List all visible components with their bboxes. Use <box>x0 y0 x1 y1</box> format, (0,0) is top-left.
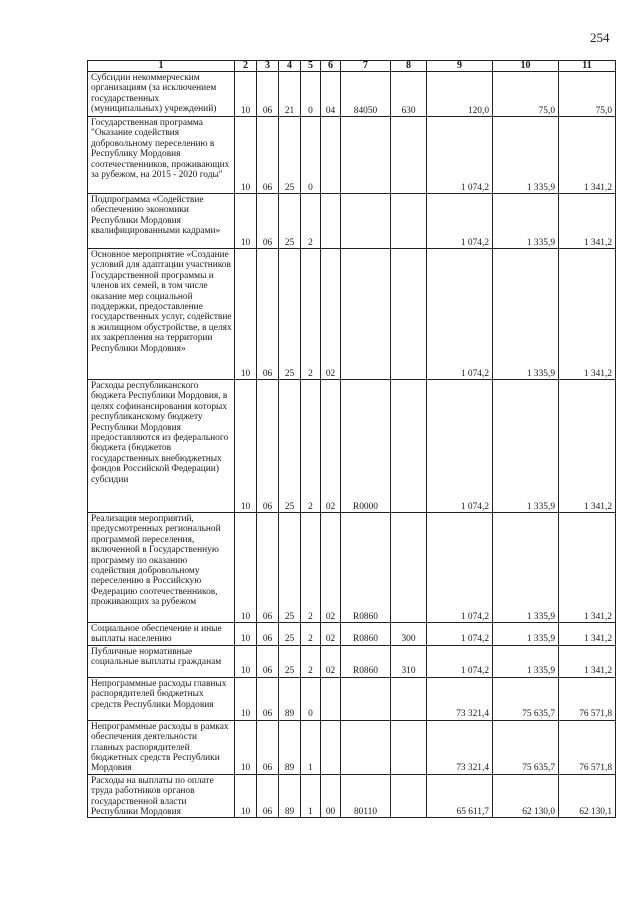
cell-code: 06 <box>257 380 279 513</box>
cell-code: 300 <box>391 623 427 646</box>
cell-code <box>321 117 341 194</box>
cell-code <box>391 380 427 513</box>
table-row <box>88 72 616 117</box>
cell-amount: 76 571,8 <box>559 720 616 774</box>
cell-amount: 73 321,4 <box>427 720 493 774</box>
cell-code: 02 <box>321 380 341 513</box>
row-name: Публичные нормативные социальные выплаты гражданам <box>88 645 235 677</box>
cell-code <box>391 720 427 774</box>
cell-amount: 1 074,2 <box>427 249 493 380</box>
cell-amount: 75,0 <box>559 72 616 117</box>
cell-code: 89 <box>279 720 301 774</box>
cell-amount: 1 335,9 <box>493 117 559 194</box>
cell-code <box>391 249 427 380</box>
cell-amount: 1 341,2 <box>559 194 616 249</box>
row-name: Подпрограмма «Содействие обеспечению экономики Республики Мордовия квалифицированными кадрами» <box>88 194 235 249</box>
cell-code: 02 <box>321 623 341 646</box>
cell-code: 0 <box>301 117 321 194</box>
col-header: 8 <box>391 61 427 72</box>
cell-amount: 62 130,1 <box>559 774 616 818</box>
cell-amount: 1 335,9 <box>493 380 559 513</box>
cell-amount: 1 335,9 <box>493 645 559 677</box>
row-name: Непрограммные расходы в рамках обеспечения деятельности главных распорядителей бюджетных средств Республики Мордовия <box>88 720 235 774</box>
cell-code: 2 <box>301 380 321 513</box>
cell-code: 10 <box>235 117 257 194</box>
cell-amount: 1 074,2 <box>427 513 493 623</box>
cell-code: R0000 <box>341 380 391 513</box>
cell-code: 10 <box>235 677 257 720</box>
cell-amount: 75 635,7 <box>493 720 559 774</box>
cell-code: 02 <box>321 513 341 623</box>
cell-code: 10 <box>235 513 257 623</box>
table-row <box>88 774 616 818</box>
table-row <box>88 645 616 677</box>
cell-code: 02 <box>321 645 341 677</box>
cell-code: 06 <box>257 645 279 677</box>
cell-code: 25 <box>279 645 301 677</box>
cell-code: 84050 <box>341 72 391 117</box>
cell-amount: 73 321,4 <box>427 677 493 720</box>
table-row <box>88 513 616 623</box>
cell-code: 02 <box>321 249 341 380</box>
cell-amount: 1 335,9 <box>493 513 559 623</box>
row-name: Государственная программа "Оказание содействия добровольному переселению в Республику Мордовия соотечественников, проживающих за рубежом, на 2015 - 2020 годы" <box>88 117 235 194</box>
cell-amount: 1 074,2 <box>427 117 493 194</box>
cell-code: 630 <box>391 72 427 117</box>
cell-amount: 1 074,2 <box>427 645 493 677</box>
cell-amount: 75,0 <box>493 72 559 117</box>
col-header: 5 <box>301 61 321 72</box>
cell-code: 10 <box>235 249 257 380</box>
cell-code: 25 <box>279 380 301 513</box>
row-name: Субсидии некоммерческим организациям (за исключением государственных (муниципальных) учреждений) <box>88 72 235 117</box>
cell-amount: 1 341,2 <box>559 380 616 513</box>
cell-code: 06 <box>257 117 279 194</box>
col-header: 4 <box>279 61 301 72</box>
cell-code <box>341 194 391 249</box>
cell-code <box>391 677 427 720</box>
cell-code <box>341 117 391 194</box>
table-row <box>88 194 616 249</box>
cell-code: 06 <box>257 513 279 623</box>
cell-amount: 1 074,2 <box>427 194 493 249</box>
col-header: 11 <box>559 61 616 72</box>
cell-code: R0860 <box>341 645 391 677</box>
cell-code: 25 <box>279 513 301 623</box>
col-header: 10 <box>493 61 559 72</box>
cell-code: 04 <box>321 72 341 117</box>
cell-code <box>341 249 391 380</box>
cell-amount: 1 341,2 <box>559 513 616 623</box>
cell-code: 2 <box>301 249 321 380</box>
col-header: 3 <box>257 61 279 72</box>
table-row <box>88 677 616 720</box>
table-row <box>88 380 616 513</box>
col-header: 7 <box>341 61 391 72</box>
cell-code: R0860 <box>341 623 391 646</box>
cell-code: 89 <box>279 677 301 720</box>
cell-amount: 1 074,2 <box>427 380 493 513</box>
cell-code: 25 <box>279 623 301 646</box>
col-header: 1 <box>88 61 235 72</box>
row-name: Расходы на выплаты по оплате труда работников органов государственной власти Республики Мордовия <box>88 774 235 818</box>
cell-amount: 75 635,7 <box>493 677 559 720</box>
row-name: Реализация мероприятий, предусмотренных региональной программой переселения, включенной в Государственную программу по оказанию содействия добровольному переселению в Российскую Федерацию соотечественников, проживающих за рубежом <box>88 513 235 623</box>
cell-code <box>391 194 427 249</box>
cell-code: 2 <box>301 623 321 646</box>
cell-code: 10 <box>235 194 257 249</box>
cell-amount: 1 335,9 <box>493 249 559 380</box>
cell-code: 0 <box>301 677 321 720</box>
cell-code <box>321 194 341 249</box>
cell-amount: 1 335,9 <box>493 623 559 646</box>
cell-code: 21 <box>279 72 301 117</box>
cell-code: 00 <box>321 774 341 818</box>
cell-code: 25 <box>279 249 301 380</box>
cell-amount: 62 130,0 <box>493 774 559 818</box>
cell-code: 2 <box>301 513 321 623</box>
cell-amount: 65 611,7 <box>427 774 493 818</box>
table-row <box>88 117 616 194</box>
cell-code <box>391 117 427 194</box>
cell-code: 1 <box>301 774 321 818</box>
cell-amount: 1 341,2 <box>559 117 616 194</box>
cell-code: 310 <box>391 645 427 677</box>
cell-amount: 120,0 <box>427 72 493 117</box>
cell-code: 2 <box>301 645 321 677</box>
cell-code: 06 <box>257 72 279 117</box>
cell-code: 06 <box>257 774 279 818</box>
row-name: Непрограммные расходы главных распорядителей бюджетных средств Республики Мордовия <box>88 677 235 720</box>
cell-amount: 1 341,2 <box>559 249 616 380</box>
cell-code: 80110 <box>341 774 391 818</box>
cell-code: 25 <box>279 194 301 249</box>
cell-amount: 1 074,2 <box>427 623 493 646</box>
cell-code: 1 <box>301 720 321 774</box>
row-name: Расходы республиканского бюджета Республики Мордовия, в целях софинансирования которых республиканскому бюджету Республики Мордовия предоставляются из федерального бюджета (бюджетов государственных внебюджетных фондов Российской Федерации) субсидии <box>88 380 235 513</box>
budget-table <box>87 60 616 818</box>
cell-amount: 1 335,9 <box>493 194 559 249</box>
col-header: 2 <box>235 61 257 72</box>
cell-code: 06 <box>257 623 279 646</box>
table-row <box>88 623 616 646</box>
cell-code: 25 <box>279 117 301 194</box>
cell-code: 06 <box>257 720 279 774</box>
cell-code <box>391 513 427 623</box>
col-header: 9 <box>427 61 493 72</box>
cell-code: 06 <box>257 194 279 249</box>
cell-code: 0 <box>301 72 321 117</box>
cell-amount: 76 571,8 <box>559 677 616 720</box>
cell-code: 10 <box>235 774 257 818</box>
cell-code <box>341 677 391 720</box>
cell-code: 10 <box>235 645 257 677</box>
cell-code: 06 <box>257 677 279 720</box>
cell-code <box>321 677 341 720</box>
cell-code: 10 <box>235 72 257 117</box>
header-row <box>88 61 616 72</box>
cell-code: 10 <box>235 623 257 646</box>
row-name: Социальное обеспечение и иные выплаты населению <box>88 623 235 646</box>
cell-code: 10 <box>235 380 257 513</box>
cell-code <box>321 720 341 774</box>
cell-code: 2 <box>301 194 321 249</box>
cell-amount: 1 341,2 <box>559 623 616 646</box>
cell-code: 89 <box>279 774 301 818</box>
cell-code: 10 <box>235 720 257 774</box>
cell-code <box>391 774 427 818</box>
cell-code: 06 <box>257 249 279 380</box>
cell-code <box>341 720 391 774</box>
page-number: 254 <box>590 30 610 45</box>
table-row <box>88 720 616 774</box>
row-name: Основное мероприятие «Создание условий для адаптации участников Государственной программы и членов их семей, в том числе оказание мер социальной поддержки, предоставление государственных услуг, содействие в жилищном обустройстве, в целях их закрепления на территории Республики Мордовия» <box>88 249 235 380</box>
cell-amount: 1 341,2 <box>559 645 616 677</box>
col-header: 6 <box>321 61 341 72</box>
cell-code: R0860 <box>341 513 391 623</box>
table-row <box>88 249 616 380</box>
